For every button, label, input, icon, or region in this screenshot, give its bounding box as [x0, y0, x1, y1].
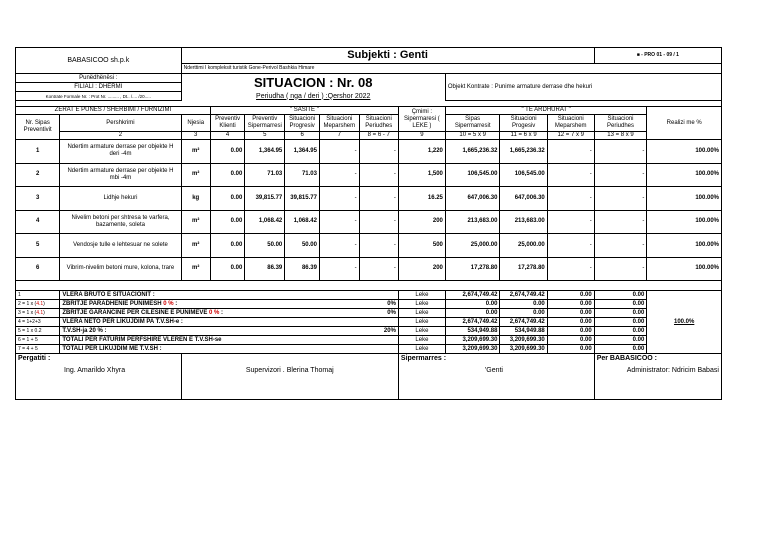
summary-vpe: 0.00 [594, 336, 647, 345]
cell-sp: 1,364.95 [285, 140, 320, 164]
col-number: 10 = 5 x 9 [445, 132, 500, 140]
cell-vp: 647,006.30 [500, 187, 547, 211]
summary-code [16, 327, 60, 336]
branch-name: FILIALI : DHERMI [16, 83, 182, 92]
cell-spe: - [359, 187, 398, 211]
period: Periudha ( nga / deri ) :Qershor 2022 [181, 92, 445, 101]
contract-reference: Kontrate Formale Nr. : Prot Nr. ......... , Dt.. /.... /20..... [16, 92, 182, 101]
summary-label [60, 291, 399, 300]
summary-code-factor: 4.1 [36, 300, 44, 307]
col-number: 13 = 8 x 9 [594, 132, 647, 140]
col-realization: Realizi me % [647, 107, 722, 140]
summary-vpe: 0.00 [594, 345, 647, 354]
summary-vs: 2,674,749.42 [445, 318, 500, 327]
summary-vp: 2,674,749.42 [500, 318, 547, 327]
cell-unit: m² [181, 163, 210, 187]
summary-code-text: 6 = 1 + 5 [18, 336, 38, 343]
cell-unit: m² [181, 140, 210, 164]
cell-ps: 1,364.95 [245, 140, 285, 164]
cell-real: 100.00% [647, 163, 722, 187]
prepared-name: Ing. Amarildo Xhyra [64, 367, 126, 374]
cell-vs: 647,006.30 [445, 187, 500, 211]
cell-pk: 0.00 [210, 257, 245, 281]
col-number: 11 = 6 x 9 [500, 132, 547, 140]
cell-nr: 1 [16, 140, 60, 164]
cell-vs: 25,000.00 [445, 234, 500, 258]
cell-pk: 0.00 [210, 187, 245, 211]
cell-vpe: - [594, 234, 647, 258]
cell-sm: - [319, 257, 359, 281]
summary-percent: 0% [387, 300, 396, 307]
summary-label-percent: 0 % [163, 300, 174, 307]
summary-vs: 2,674,749.42 [445, 291, 500, 300]
cell-nr: 5 [16, 234, 60, 258]
project-description: Nderttimi I kompleksit turistik Gone-Perivol Bashkia Himare [181, 64, 721, 74]
cell-unit: m² [181, 257, 210, 281]
summary-label [60, 327, 399, 336]
summary-row [16, 300, 722, 309]
col-number: 6 [285, 132, 320, 140]
summary-vpe: 0.00 [594, 318, 647, 327]
company-name: BABASICOO sh.p.k [16, 48, 182, 74]
cell-spe: - [359, 234, 398, 258]
summary-cur: Leke [398, 291, 445, 300]
cell-spe: - [359, 163, 398, 187]
cell-vpe: - [594, 163, 647, 187]
group-quantities: " SASITE " [210, 107, 398, 115]
summary-rows [16, 291, 722, 354]
contractor-sign [398, 354, 594, 400]
summary-code-text: 7 = 4 + 5 [18, 345, 38, 352]
summary-label-end: : [173, 300, 178, 307]
summary-vm: 0.00 [547, 327, 594, 336]
summary-code [16, 300, 60, 309]
summary-vs: 0.00 [445, 309, 500, 318]
cell-vpe: - [594, 187, 647, 211]
summary-percent: 0% [387, 309, 396, 316]
prepared-label: Pergatiti : [18, 355, 51, 362]
cell-vp: 25,000.00 [500, 234, 547, 258]
summary-vm: 0.00 [547, 300, 594, 309]
summary-label [60, 309, 399, 318]
summary-code [16, 336, 60, 345]
contractor-name: 'Genti [484, 367, 503, 374]
summary-code [16, 318, 60, 327]
col-prev-contractor: Preventiv Sipermarresi [245, 115, 285, 132]
document-code: ■ - PRO 01 - 09 / 1 [594, 48, 721, 64]
contractor-label: Sipermarres : [400, 355, 447, 362]
situation-title: SITUACION : Nr. 08 [181, 74, 445, 92]
summary-code-end: ) [43, 300, 45, 307]
cell-spe: - [359, 140, 398, 164]
summary-cur: Leke [398, 309, 445, 318]
subject-title: Subjekti : Genti [181, 48, 594, 64]
situation-table [15, 47, 722, 400]
col-number: 5 [245, 132, 285, 140]
summary-vp: 534,949.88 [500, 327, 547, 336]
summary-label-text: VLERA NETO PER LIKUJDIM PA T.V.SH-e : [62, 318, 183, 325]
summary-row [16, 345, 722, 354]
cell-sm: - [319, 163, 359, 187]
cell-unit: kg [181, 187, 210, 211]
summary-label [60, 345, 399, 354]
summary-vpe: 0.00 [594, 309, 647, 318]
summary-code-text: 1 [18, 291, 21, 298]
cell-unit: m² [181, 210, 210, 234]
cell-vm: - [547, 234, 594, 258]
summary-vm: 0.00 [547, 318, 594, 327]
cell-desc: Ndertim armature derrase per objekte H deri -4m [60, 140, 181, 164]
summary-label-text: ZBRITJE GARANCINE PER CILESINE E PUNIMEVE [62, 309, 210, 316]
cell-nr: 3 [16, 187, 60, 211]
col-value-previous: Situacioni Meparshem [547, 115, 594, 132]
cell-vs: 213,683.00 [445, 210, 500, 234]
cell-price: 200 [398, 257, 445, 281]
col-number: 4 [210, 132, 245, 140]
summary-label-text: VLERA BRUTO E SITUACIONIT : [62, 291, 155, 298]
summary-label-text: TOTALI PER LIKUJDIM ME T.V.SH : [62, 345, 162, 352]
supervisor: Supervizori . Blerina Thomaj [181, 354, 398, 400]
summary-code-text: 4 = 1+2+3 [18, 318, 41, 325]
summary-label [60, 300, 399, 309]
summary-label-text: TOTALI PER FATURIM PERFSHIRE VLEREN E T.V.SH-se [62, 336, 222, 343]
cell-sp: 71.03 [285, 163, 320, 187]
cell-sp: 86.39 [285, 257, 320, 281]
cell-pk: 0.00 [210, 140, 245, 164]
work-rows [16, 140, 722, 281]
cell-nr: 6 [16, 257, 60, 281]
cell-price: 200 [398, 210, 445, 234]
summary-cur: Leke [398, 300, 445, 309]
table-row [16, 210, 722, 234]
summary-label-percent: 0 % [209, 309, 220, 316]
cell-price: 1,500 [398, 163, 445, 187]
summary-vs: 534,949.88 [445, 327, 500, 336]
cell-spe: - [359, 210, 398, 234]
col-prev-client: Preventiv Klienti [210, 115, 245, 132]
table-row [16, 140, 722, 164]
summary-percent: 20% [383, 327, 396, 334]
summary-vm: 0.00 [547, 291, 594, 300]
cell-vm: - [547, 140, 594, 164]
col-description: Pershkrimi [60, 115, 181, 132]
contract-object: Objekt Kontrate : Punime armature derrase dhe hekuri [445, 74, 721, 101]
table-row [16, 163, 722, 187]
cell-vm: - [547, 163, 594, 187]
summary-label [60, 318, 399, 327]
cell-vpe: - [594, 257, 647, 281]
cell-vp: 17,278.80 [500, 257, 547, 281]
cell-sp: 39,815.77 [285, 187, 320, 211]
summary-cur: Leke [398, 336, 445, 345]
summary-vs: 0.00 [445, 300, 500, 309]
for-company-label: Per BABASICOO : [596, 355, 657, 362]
cell-unit: m² [181, 234, 210, 258]
summary-code-factor: 4.1 [36, 309, 44, 316]
table-row [16, 187, 722, 211]
cell-ps: 39,815.77 [245, 187, 285, 211]
summary-code-text: 2 = 1 x ( [18, 300, 37, 307]
cell-real: 100.00% [647, 140, 722, 164]
cell-desc: Vibrim-nivelim betoni mure, kolona, trare [60, 257, 181, 281]
summary-row [16, 291, 722, 300]
summary-cur: Leke [398, 327, 445, 336]
cell-sm: - [319, 187, 359, 211]
cell-vpe: - [594, 140, 647, 164]
summary-vp: 0.00 [500, 309, 547, 318]
col-value-progressive: Situacioni Progesiv [500, 115, 547, 132]
prepared-by [16, 354, 182, 400]
summary-vp: 2,674,749.42 [500, 291, 547, 300]
cell-vpe: - [594, 210, 647, 234]
col-value-contractor: Sipas Sipermarresit [445, 115, 500, 132]
cell-real: 100.00% [647, 210, 722, 234]
group-work-items: ZERAT E PUNES / SHERBIMI / FURNIZIMI [16, 107, 211, 115]
cell-pk: 0.00 [210, 163, 245, 187]
summary-code [16, 291, 60, 300]
cell-ps: 71.03 [245, 163, 285, 187]
for-company-sign [594, 354, 721, 400]
employer-label: Punëdhënësi : [16, 74, 182, 83]
summary-vp: 3,209,699.30 [500, 345, 547, 354]
summary-row [16, 336, 722, 345]
col-sit-previous: Situacioni Meparshem [319, 115, 359, 132]
cell-real: 100.00% [647, 257, 722, 281]
cell-vs: 1,665,236.32 [445, 140, 500, 164]
summary-label-text: T.V.SH-ja 20 % : [62, 327, 107, 334]
cell-real: 100.00% [647, 234, 722, 258]
cell-desc: Nivelim betoni per shtresa te varfera, bazamente, soleta [60, 210, 181, 234]
cell-ps: 1,068.42 [245, 210, 285, 234]
cell-price: 16.25 [398, 187, 445, 211]
summary-vpe: 0.00 [594, 327, 647, 336]
situation-sheet [15, 47, 722, 400]
cell-desc: Vendosje tulle e lehtesuar ne solete [60, 234, 181, 258]
summary-code [16, 309, 60, 318]
cell-pk: 0.00 [210, 210, 245, 234]
summary-realization: 100.0% [647, 291, 722, 354]
cell-vp: 1,665,236.32 [500, 140, 547, 164]
administrator-name: Administrator: Ndricim Babasi [626, 367, 719, 374]
col-number: 3 [181, 132, 210, 140]
cell-ps: 50.00 [245, 234, 285, 258]
cell-price: 1,220 [398, 140, 445, 164]
col-number: 12 = 7 x 9 [547, 132, 594, 140]
cell-nr: 4 [16, 210, 60, 234]
col-number: 8 = 6 - 7 [359, 132, 398, 140]
table-row [16, 257, 722, 281]
cell-price: 500 [398, 234, 445, 258]
cell-desc: Ndertim armature derrase per objekte H mbi -4m [60, 163, 181, 187]
summary-vs: 3,209,699.30 [445, 336, 500, 345]
summary-code-text: 5 = 1 x 0.2 [18, 327, 42, 334]
summary-cur: Leke [398, 345, 445, 354]
summary-label [60, 336, 399, 345]
summary-label-text: ZBRITJE PARADHENIE PUNIMESH [62, 300, 164, 307]
cell-vm: - [547, 210, 594, 234]
cell-vs: 17,278.80 [445, 257, 500, 281]
cell-sp: 1,068.42 [285, 210, 320, 234]
summary-label-end: : [219, 309, 224, 316]
cell-vm: - [547, 187, 594, 211]
summary-vm: 0.00 [547, 345, 594, 354]
cell-pk: 0.00 [210, 234, 245, 258]
cell-vs: 106,545.00 [445, 163, 500, 187]
summary-vm: 0.00 [547, 336, 594, 345]
summary-vm: 0.00 [547, 309, 594, 318]
cell-sp: 50.00 [285, 234, 320, 258]
cell-real: 100.00% [647, 187, 722, 211]
summary-code-text: 3 = 1 x ( [18, 309, 37, 316]
table-row [16, 234, 722, 258]
summary-vp: 0.00 [500, 300, 547, 309]
summary-vp: 3,209,699.30 [500, 336, 547, 345]
summary-vpe: 0.00 [594, 291, 647, 300]
cell-vm: - [547, 257, 594, 281]
cell-spe: - [359, 257, 398, 281]
summary-code-end: ) [43, 309, 45, 316]
col-sit-period: Situacioni Periudhes [359, 115, 398, 132]
cell-sm: - [319, 210, 359, 234]
col-number: 2 [60, 132, 181, 140]
cell-vp: 213,683.00 [500, 210, 547, 234]
cell-sm: - [319, 234, 359, 258]
col-price: Çmimi : Sipermaresi ( LEKE ) [398, 107, 445, 132]
summary-code [16, 345, 60, 354]
group-revenue: " TE ARDHURAT " [445, 107, 646, 115]
summary-vs: 3,209,699.30 [445, 345, 500, 354]
summary-row [16, 309, 722, 318]
cell-desc: Lidhje hekuri [60, 187, 181, 211]
col-value-period: Situacioni Periudhes [594, 115, 647, 132]
col-number: 7 [319, 132, 359, 140]
col-unit: Njesia [181, 115, 210, 132]
col-number: 9 [398, 132, 445, 140]
summary-cur: Leke [398, 318, 445, 327]
summary-row [16, 318, 722, 327]
col-nr: Nr. Sipas Preventivit [16, 115, 60, 140]
cell-vp: 106,545.00 [500, 163, 547, 187]
summary-row [16, 327, 722, 336]
summary-vpe: 0.00 [594, 300, 647, 309]
cell-sm: - [319, 140, 359, 164]
cell-ps: 86.39 [245, 257, 285, 281]
col-sit-progressive: Situacioni Progresiv [285, 115, 320, 132]
cell-nr: 2 [16, 163, 60, 187]
